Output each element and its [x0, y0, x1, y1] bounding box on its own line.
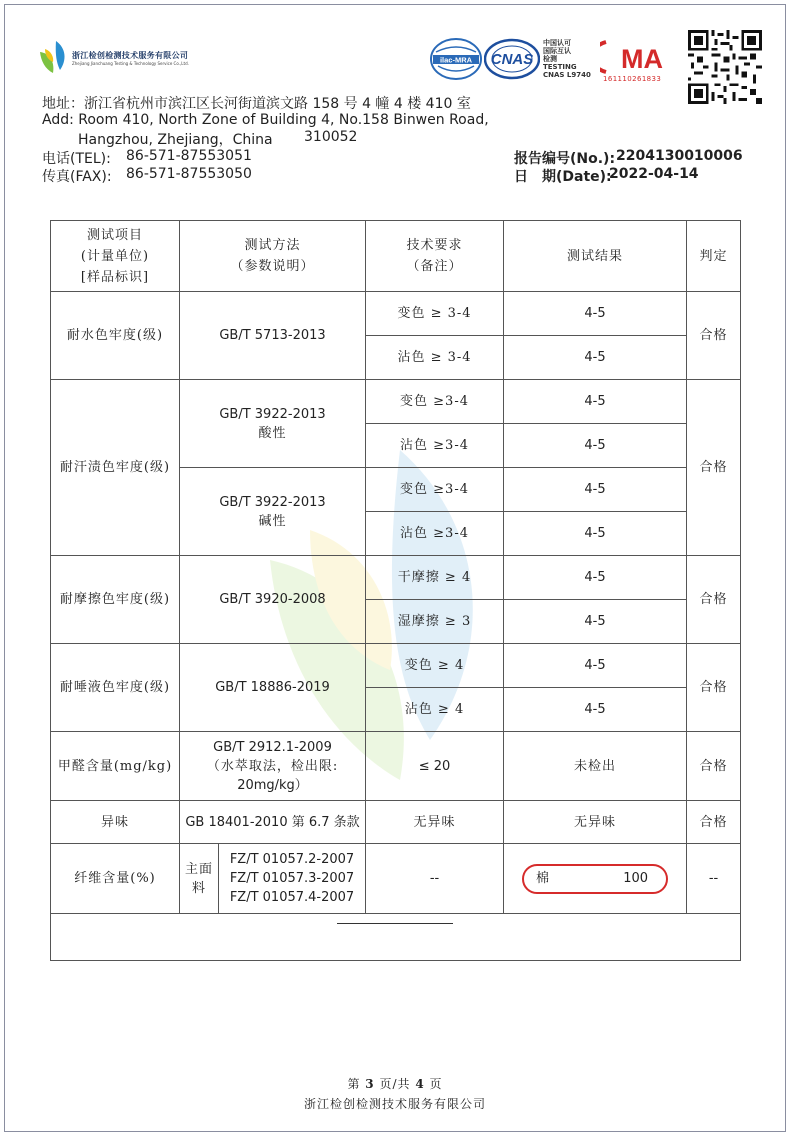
result-cell: 4-5 — [504, 336, 687, 380]
requirement-cell: 无异味 — [366, 801, 504, 844]
requirement-cell: 变色 ≥3-4 — [366, 380, 504, 424]
cnas-text: CNAS — [490, 51, 534, 68]
company-name-cn: 浙江检创检测技术服务有限公司 — [72, 51, 189, 60]
method-cell: GB/T 3920-2008 — [180, 556, 366, 644]
verdict-cell: 合格 — [687, 644, 741, 732]
method-note: 酸性 — [258, 425, 287, 441]
method-note: 碱性 — [258, 513, 287, 529]
header-requirement-line: 技术要求 — [406, 238, 463, 253]
address-en-line1: Add: Room 410, North Zone of Building 4, No.158 Binwen Road, — [42, 112, 489, 128]
address-en-line2: Hangzhou, Zhejiang，China — [78, 132, 273, 148]
result-cell: 4-5 — [504, 600, 687, 644]
postcode: 310052 — [304, 129, 358, 145]
footer-company: 浙江检创检测技术服务有限公司 — [303, 1097, 486, 1111]
table-header-row — [51, 221, 741, 292]
method-cell — [180, 468, 366, 556]
blank-cell — [51, 914, 741, 961]
header-method-line: 测试方法 — [244, 238, 301, 253]
table-row — [51, 292, 741, 336]
header-verdict: 判定 — [687, 221, 741, 292]
method-standard: FZ/T 01057.4-2007 — [229, 890, 355, 905]
header-result: 测试结果 — [504, 221, 687, 292]
table-row — [51, 556, 741, 600]
report-date-label: 日 期(Date): — [514, 169, 612, 185]
requirement-cell: 干摩擦 ≥ 4 — [366, 556, 504, 600]
page-total: 4 — [415, 1077, 425, 1091]
report-date: 2022-04-14 — [609, 166, 699, 182]
cert-line: TESTING — [543, 63, 577, 71]
header-requirement — [366, 221, 504, 292]
requirement-cell: 变色 ≥ 4 — [366, 644, 504, 688]
requirement-cell: -- — [366, 844, 504, 914]
table-row — [51, 801, 741, 844]
item-cell: 纤维含量(%) — [51, 844, 180, 914]
header-requirement-line: （备注） — [406, 259, 463, 274]
page-number — [0, 1075, 790, 1092]
result-cell: 4-5 — [504, 556, 687, 600]
method-cell: GB 18401-2010 第 6.7 条款 — [180, 801, 366, 844]
result-cell: 4-5 — [504, 424, 687, 468]
table-row — [51, 844, 741, 914]
method-standard: GB/T 2912.1-2009 — [213, 739, 332, 755]
tel-value: 86-571-87553051 — [126, 148, 252, 164]
fax-label: 传真(FAX): — [42, 169, 112, 185]
item-cell: 耐水色牢度(级) — [51, 292, 180, 380]
method-note: 20mg/kg） — [237, 777, 308, 793]
requirement-cell: 沾色 ≥3-4 — [366, 512, 504, 556]
highlight-oval — [522, 864, 668, 894]
method-cell — [180, 732, 366, 801]
method-cell: GB/T 5713-2013 — [180, 292, 366, 380]
header-item-line: [样品标识] — [80, 269, 150, 285]
result-cell: 4-5 — [504, 380, 687, 424]
company-name-en: Zhejiang Jianchuang Testing & Technology Service Co.,Ltd. — [72, 61, 189, 66]
requirement-cell: 变色 ≥3-4 — [366, 468, 504, 512]
method-standard: FZ/T 01057.2-2007 — [229, 852, 355, 867]
header-method — [180, 221, 366, 292]
company-logo-icon — [38, 40, 68, 74]
requirement-cell: 沾色 ≥ 4 — [366, 688, 504, 732]
requirement-cell: ≤ 20 — [366, 732, 504, 801]
report-no-label: 报告编号(No.): — [514, 151, 616, 167]
cert-line: 中国认可 — [543, 39, 571, 47]
ilac-mra-logo — [430, 38, 482, 80]
report-no: 2204130010006 — [616, 148, 743, 164]
method-cell: GB/T 18886-2019 — [180, 644, 366, 732]
verdict-cell: -- — [687, 844, 741, 914]
method-standard: GB/T 3922-2013 — [219, 494, 326, 510]
page-suffix: 页 — [429, 1077, 443, 1091]
header-item — [51, 221, 180, 292]
verdict-cell: 合格 — [687, 801, 741, 844]
item-cell: 甲醛含量(mg/kg) — [51, 732, 180, 801]
cert-line: 国际互认 — [543, 47, 571, 55]
part-label: 主面 — [184, 861, 213, 877]
result-cell: 4-5 — [504, 292, 687, 336]
table-blank-row — [51, 914, 741, 961]
header-method-line: （参数说明） — [230, 259, 315, 274]
part-label: 料 — [191, 880, 206, 896]
method-standard: GB/T 3922-2013 — [219, 406, 326, 422]
ma-text: MA — [621, 44, 663, 74]
page-mid: 页/共 — [379, 1077, 411, 1091]
result-cell: 4-5 — [504, 688, 687, 732]
requirement-cell: 沾色 ≥3-4 — [366, 424, 504, 468]
requirement-cell: 变色 ≥ 3-4 — [366, 292, 504, 336]
cnas-cert-text — [543, 39, 591, 79]
qr-code-icon — [688, 30, 762, 104]
header-item-line: (计量单位) — [80, 248, 150, 264]
fiber-name: 棉 — [536, 871, 551, 886]
verdict-cell: 合格 — [687, 380, 741, 556]
cnas-logo — [484, 38, 540, 80]
tel-label: 电话(TEL): — [42, 151, 111, 167]
result-cell — [504, 844, 687, 914]
result-cell: 4-5 — [504, 468, 687, 512]
cert-line: 检测 — [543, 55, 557, 63]
item-cell: 耐汗渍色牢度(级) — [51, 380, 180, 556]
fax-value: 86-571-87553050 — [126, 166, 252, 182]
address-cn: 地址：浙江省杭州市滨江区长河街道滨文路 158 号 4 幢 4 楼 410 室 — [42, 96, 471, 112]
method-standard: FZ/T 01057.3-2007 — [229, 871, 355, 886]
verdict-cell: 合格 — [687, 732, 741, 801]
test-results-table — [50, 220, 741, 961]
table-row — [51, 380, 741, 424]
table-row — [51, 732, 741, 801]
result-cell: 4-5 — [504, 512, 687, 556]
page-current: 3 — [365, 1077, 375, 1091]
item-cell: 异味 — [51, 801, 180, 844]
item-cell: 耐摩擦色牢度(级) — [51, 556, 180, 644]
method-cell — [219, 844, 366, 914]
ma-code: 161110261833 — [603, 75, 662, 83]
table-row — [51, 644, 741, 688]
result-cell: 未检出 — [504, 732, 687, 801]
part-cell — [180, 844, 219, 914]
method-note: （水萃取法，检出限: — [206, 758, 339, 774]
result-cell: 无异味 — [504, 801, 687, 844]
page-prefix: 第 — [347, 1077, 361, 1091]
cert-line: CNAS L9740 — [543, 71, 591, 79]
requirement-cell: 沾色 ≥ 3-4 — [366, 336, 504, 380]
method-cell — [180, 380, 366, 468]
result-cell: 4-5 — [504, 644, 687, 688]
item-cell: 耐唾液色牢度(级) — [51, 644, 180, 732]
ilac-text: ilac-MRA — [439, 55, 473, 65]
fiber-value: 100 — [623, 871, 649, 886]
requirement-cell: 湿摩擦 ≥ 3 — [366, 600, 504, 644]
end-of-report-line — [337, 923, 453, 924]
header-item-line: 测试项目 — [86, 227, 143, 243]
verdict-cell: 合格 — [687, 292, 741, 380]
verdict-cell: 合格 — [687, 556, 741, 644]
